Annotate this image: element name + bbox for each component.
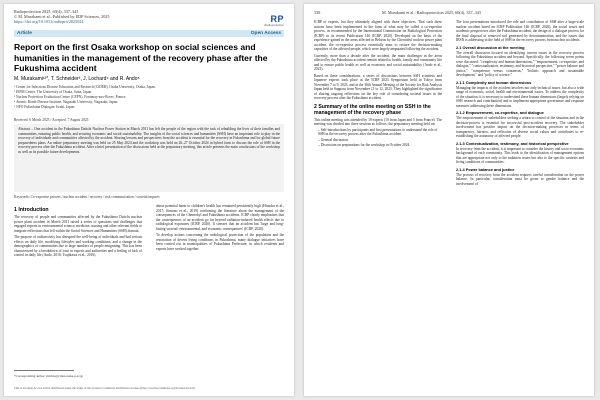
section-heading-online-meeting: 2 Summary of the online meeting on SSH in the management of the recovery phase (314, 103, 431, 116)
paper-title: Report on the first Osaka workshop on social sciences and humanities in the management of the recovery phase after the Fukushima accident (14, 42, 268, 73)
right-column-1 (314, 20, 442, 149)
paragraph: Managing the impacts of the accident involves not only technical issues, but also a wide range of economic, social, health and environmental issues. To address the complexity of the situation, it is necessary to understand these human dimensions (largely relying on SSH research and contribution) and to implement appropriate governance and response measures addressing these dimensions. (456, 85, 584, 108)
left-column-1 (14, 204, 142, 258)
bullet-item: – Self-introductions by participants and first presentations to understand the role of SSH in the recovery process after the Fukushima accident. (318, 127, 438, 136)
paragraph: The recovery of people and communities affected by the Fukushima Daiichi nuclear power plant accident in March 2011 raised a series of questions and challenges that engaged experts in environmental science, medicine, nursing and other relevant fields to integrate reflections that fell within the Social Sciences and Humanities (SSH) domain. (14, 215, 142, 233)
paragraph: Currently, more than a decade after the accident, the main challenges in the areas affected by the Fukushima accident remain related to health, family and community life and to ensure public health as well as economic and social sustainability (Ando et al., 2023). (314, 53, 442, 71)
received-accepted-dates: Received: 6 March 2025 / Accepted: 7 August 2025 (14, 118, 89, 122)
paragraph: To develop actions concerning the radiological protection of the population and the restoration of decent living conditions in Fukushima, many dialogue initiatives have been carried out in municipalities of Fukushima Prefecture, in which residents and experts have worked together. (156, 233, 284, 251)
affiliation: ⁴ Atomic Bomb Disease Institute, Nagasaki University, Nagasaki, Japan. (14, 100, 119, 104)
paragraph: The overall discussion focused on identifying current issues in the recovery process following the Fukushima accident and beyond. Specifically, the following seven points were discussed: "complexity and human dimensions," "empowerment, co-expertise, and dialogue," "contextualization, testimony, and historical perspective," "power balance and justice," "competence versus consensus," "holistic approach and sustainable development," and "policy of science." (456, 50, 584, 77)
paragraph: The four presentations introduced the role and contribution of SSH after a large-scale nuclear accident based on ICRP Publication 146 (ICRP, 2020), the social issues and academic perspectives after the Fukushima accident, the design of a dialogue process for the final disposal of removed soil generated by decontamination, and the issues that IRSN is addressing in the field of SSH in the recovery process from nuclear accidents. (456, 20, 584, 42)
article-type-label: Article (17, 30, 32, 36)
paragraph: Based on these considerations, a series of discussions between SSH scientists and Japanese experts took place at the ICRP 2023 Symposium held in Tokyo from November 7 to 9, 2023, and at the 36th Annual Meeting of the Society for Risk Analysis Japan held in Sapporo from November 11 to 12, 2023. They highlighted the significance of sharing ongoing reflections on the key role of considering societal issues in the recovery process after the Fukushima accident. (314, 73, 442, 100)
page-338 (304, 4, 594, 396)
affiliation: ² EIPM Center, The University of Osaka, Suita, Japan. (14, 90, 93, 94)
subsection-heading: 2.1 Overall discussion at the meeting (456, 44, 525, 50)
subsection-heading: 2.1.4 Power balance and justice (456, 166, 515, 172)
license-footer: This is an Open Access article distributed under the terms of the Creative Commons Attribution License (https://creativecommons.org/licenses/by/4.0) (14, 386, 195, 390)
copyright-line: © M. Murakami et al., Published by EDP Sciences, 2025 (14, 14, 110, 19)
page-number: 338 (314, 10, 321, 15)
paragraph: The process of recovery from the accident requires careful consideration on the power balance. In particular, consideration must be given to gender balance and the involvement of (456, 172, 584, 186)
section-heading-introduction: 1 Introduction (14, 207, 49, 213)
article-ribbon (14, 30, 284, 37)
journal-citation: Radioprotection 2025, 60(4), 337–343 (14, 9, 79, 14)
abstract-text: Abstract – One accident in the Fukushima Daiichi Nuclear Power Station in March 2011 has left the people of the region with the task of rebuilding the lives of their families and communities, ensuring public health, and securing economic and social sustainability. The insights of the social sciences and humanities (SSH) have an important role to play in the recovery of individuals and communities affected by the accident. Sharing lessons and perspectives from the accident is essential for the recovery in Fukushima and for global future preparedness plans. An online preparatory meeting was held on 25 May 2024 and the workshop was held on 26–27 October 2024 in hybrid form to discuss the role of SSH in the recovery process after the Fukushima accident. After a brief presentation of the discussions held at the preparatory meeting, this article presents the main conclusions of the workshop as well as its possible future developments. (18, 127, 280, 154)
bullet-item: – Discussion on preparations for the workshop in October 2024. (318, 143, 411, 147)
doi-link[interactable]: https://doi.org/10.1051/radiopro/2025024 (14, 19, 84, 24)
paragraph: The purpose of radioactivity has disrupted the well-being of individuals and had serious effects on daily life, modifying lifestyles and working conditions, and a change in the demographics of communities due to large numbers of people emigrating. This has been characterized by a breakdown of trust in experts and authorities and a feeling of lack of control in daily life (Ando, 2018; Tsujikawa et al., 2016). (14, 235, 142, 257)
keywords: Keywords: Co-expertise process / nuclear accident / recovery / risk communication / societal impacts (14, 195, 160, 199)
right-column-2 (456, 20, 584, 186)
paragraph: In recovery from the accident, it is important to consider the history and socio-economic background of each community. This leads to the identification of management options that are appropriate not only to the radiation issues but also to the specific contexts and living conditions of communities. (456, 146, 584, 164)
page-337 (4, 4, 294, 396)
abstract-box (14, 124, 284, 192)
subsection-heading: 2.1.1 Complexity and human dimensions (456, 79, 532, 85)
subsection-heading: 2.1.2 Empowerment, co-expertise, and dialogue (456, 110, 544, 115)
bullet-item: – General discussion. (318, 137, 349, 142)
corresponding-author-footnote: *Corresponding author: michio@cider.osaka-u.ac.jp (14, 374, 84, 378)
paragraph: The empowerment of stakeholders seeking a return to control of the situation and in the decision-process is essential for successful post-accident recovery. The stakeholder involvement has positive impact on the decision-making processes in terms of transparency, fairness, and reflection of diverse social values and contributes to re-establishing the autonomy of affected people. (456, 116, 584, 138)
logo-subtitle: Radioprotection (264, 23, 284, 27)
journal-logo (236, 9, 284, 25)
paragraph: about potential harm to children's health has remained persistently high (Hiraoka et al., 2017; Sawano et al., 2019) confirming the literature about the management of the consequences of the Chernobyl and Fukushima accidents. ICRP clearly emphasizes that the consequences of an accident go far beyond radiation-induced health effects due to radiological exposures (ICRP, 2020). It stresses that an accident has 'large and long-lasting societal, environmental, and economic consequences' (ICRP, 2020). (156, 204, 284, 231)
author-list: M. Murakami¹²*, T. Schneider³, J. Lochard⁴ and R. Ando⁵ (14, 76, 140, 82)
logo-text: RP (270, 14, 284, 24)
subsection-heading: 2.1.3 Contextualization, testimony, and historical perspective (456, 140, 569, 146)
open-access-label: Open Access (250, 30, 281, 36)
footnote-divider (14, 370, 74, 371)
paragraph: This online meeting was attended by 19 experts (10 from Japan and 5 from France). The meeting was divided into three sessions as follows: the preparatory meeting held on: (314, 117, 442, 126)
affiliation: ¹ Center for Infectious Disease Education and Research (CiDER), Osaka University, Osaka, Japan. (14, 85, 156, 89)
paragraph: ICRP or experts, but they ultimately aligned with those objectives. That such these actions have been implemented in the form of what may be called a co-expertise process, as recommended by the International Commission on Radiological Protection (ICRP) in its recent Publication 146 (ICRP, 2020). Developed on the basis of the experience gained in the areas affected in Belarus by the Chernobyl nuclear power plant accident, the co-expertise process essentially aims to restore the decision-making capacities of the affected people, which were largely amputated following the accident. (314, 20, 442, 51)
left-column-2 (156, 204, 284, 251)
affiliation: ³ Nuclear Protection Evaluation Centre (CEPN), Fontenay-aux-Roses, France. (14, 95, 127, 99)
running-head: M. Murakami et al.: Radioprotection 2025, 60(4), 337–343 (382, 10, 481, 15)
affiliation: ⁵ NPO Fukushima Dialogue, Iwaki, Japan. (14, 105, 76, 109)
